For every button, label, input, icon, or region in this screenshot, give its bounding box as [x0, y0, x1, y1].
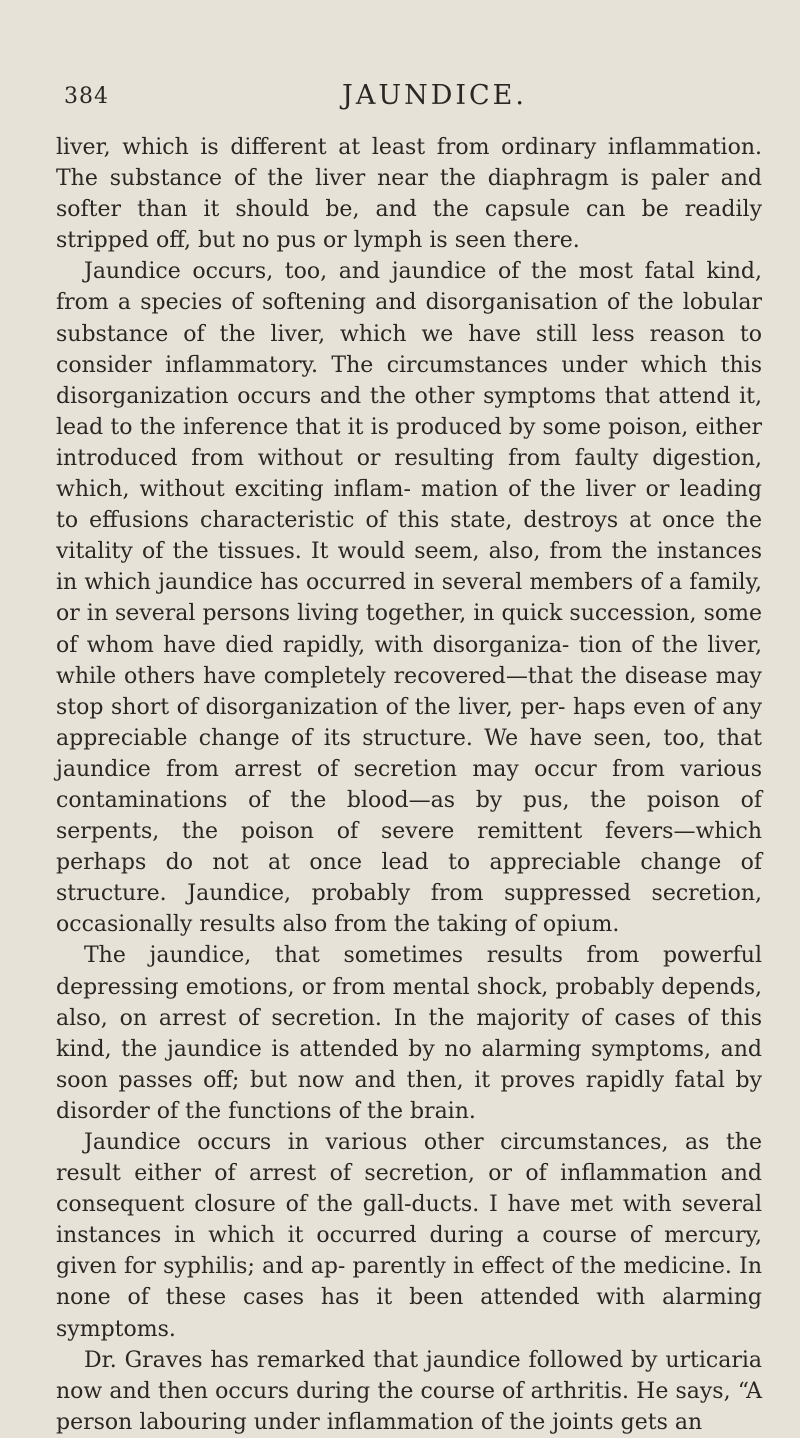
- body-text: [56, 132, 762, 1438]
- running-head: [64, 80, 762, 114]
- paragraph: Jaundice occurs in various other circumstances, as the result either of arrest of secretion, or of inflammation and consequent closure of the gall-ducts. I have met with several instances in which it occurred during a course of mercury, given for syphilis; and ap- parently in effect of the medicine. In none of these cases has it been attended with alarming symptoms.: [56, 1130, 762, 1342]
- paragraph-continued: liver, which is different at least from ordinary inflammation. The substance of the liver near the diaphragm is paler and softer than it should be, and the capsule can be readily stripped off, but no pus or lymph is seen there.: [56, 135, 762, 254]
- running-title: JAUNDICE.: [342, 80, 527, 111]
- paragraph: Jaundice occurs, too, and jaundice of the most fatal kind, from a species of softening and disorganisation of the lobular substance of the liver, which we have still less reason to consider inflammatory. The circumstances under which this disorganization occurs and the other symptoms that attend it, lead to the inference that it is produced by some poison, either introduced from without or resulting from faulty digestion, which, without exciting inflam- mation of the liver or leading to effusions characteristic of this state, destroys at once the vitality of the tissues. It would seem, also, from the instances in which jaundice has occurred in several members of a family, or in several persons living together, in quick succession, some of whom have died rapidly, with disorganiza- tion of the liver, while others have completely recovered—that the disease may stop short of disorganization of the liver, per- haps even of any appreciable change of its structure. We have seen, too, that jaundice from arrest of secretion may occur from various contaminations of the blood—as by pus, the poison of serpents, the poison of severe remittent fevers—which perhaps do not at once lead to appreciable change of structure. Jaundice, probably from suppressed secretion, occasionally results also from the taking of opium.: [56, 259, 762, 938]
- paragraph: Dr. Graves has remarked that jaundice followed by urticaria now and then occurs during the course of arthritis. He says, “A person labouring under inflammation of the joints gets an: [56, 1347, 762, 1435]
- paragraph: The jaundice, that sometimes results from powerful depressing emotions, or from mental shock, probably depends, also, on arrest of secretion. In the majority of cases of this kind, the jaundice is attended by no alarming symptoms, and soon passes off; but now and then, it proves rapidly fatal by disorder of the functions of the brain.: [56, 943, 762, 1124]
- page-number: 384: [64, 84, 109, 109]
